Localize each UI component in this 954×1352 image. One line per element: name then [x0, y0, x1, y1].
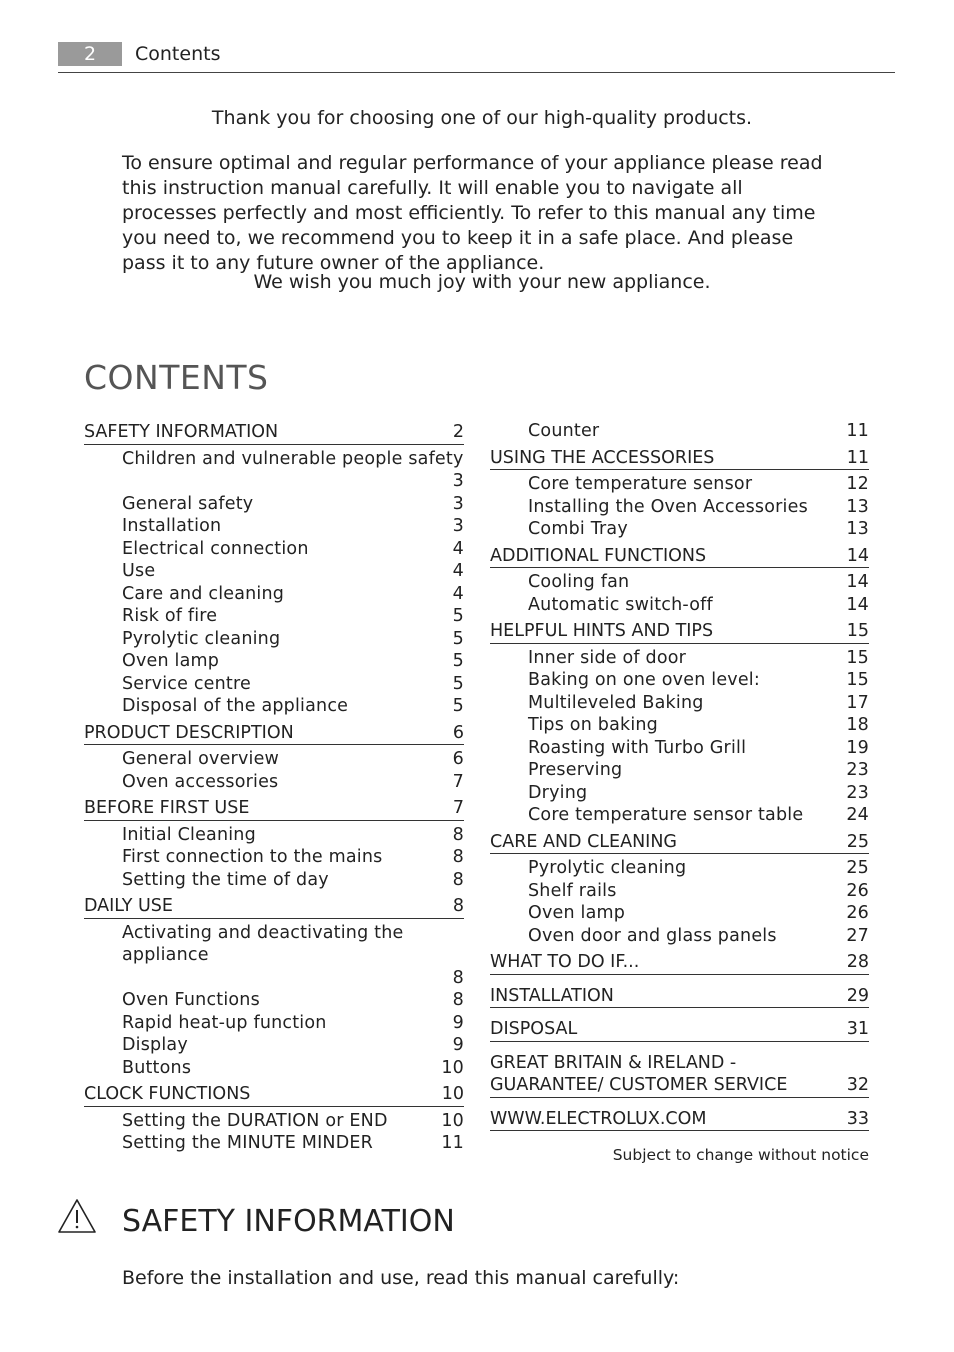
toc-item-title: Multileveled Baking — [528, 692, 704, 713]
toc-item-page: 26 — [846, 903, 869, 923]
toc-item-page: 14 — [846, 572, 869, 592]
toc-item — [490, 737, 869, 760]
toc-item-title: General overview — [122, 749, 280, 769]
toc-item — [84, 1132, 464, 1155]
toc-item — [490, 902, 869, 925]
toc-item — [490, 880, 869, 903]
toc-item — [490, 669, 869, 692]
toc-item-list — [84, 448, 464, 718]
toc-section-title: DAILY USE — [84, 896, 173, 916]
toc-item-title: Cooling fan — [528, 572, 630, 592]
toc-item-page: 24 — [846, 805, 869, 825]
toc-item-title: Combi Tray — [528, 519, 628, 539]
toc-item-title: Disposal of the appliance — [122, 696, 349, 716]
toc-section-title: SAFETY INFORMATION — [84, 422, 279, 442]
toc-item-title: Oven lamp — [528, 903, 626, 923]
toc-item-list — [84, 748, 464, 793]
toc-item — [84, 1110, 464, 1133]
toc-item-page: 5 — [452, 628, 464, 649]
intro-thanks: Thank you for choosing one of our high-quality products. — [211, 107, 753, 129]
toc-section-title: DISPOSAL — [490, 1019, 578, 1039]
toc-item — [490, 782, 869, 805]
page-header — [58, 42, 895, 73]
toc-section-heading — [490, 830, 869, 855]
toc-item — [490, 759, 869, 782]
toc-section-page: 15 — [846, 621, 869, 641]
safety-heading: SAFETY INFORMATION — [122, 1204, 455, 1239]
toc-item-title: Setting the DURATION or END — [122, 1110, 388, 1131]
toc-section-title: GREAT BRITAIN & IRELAND - GUARANTEE/ CUSTOMER SERVICE — [490, 1052, 788, 1095]
toc-section-page: 8 — [452, 896, 464, 916]
toc-item-title: Service centre — [122, 673, 251, 694]
toc-item-page: 18 — [846, 715, 869, 735]
toc-item-list — [490, 857, 869, 947]
toc-item-page: 14 — [846, 594, 869, 615]
toc-item-page: 13 — [846, 519, 869, 539]
toc-item-title: Rapid heat-up function — [122, 1012, 327, 1033]
toc-section-title: BEFORE FIRST USE — [84, 798, 250, 818]
toc-item-title: Oven accessories — [122, 771, 279, 792]
toc-item-page: 23 — [846, 782, 869, 803]
toc-section-heading — [490, 619, 869, 644]
intro-paragraph: To ensure optimal and regular performance of your appliance please read this instruction manual carefully. It will enable you to navigate all processes perfectly and most efficiently. To refer to this manual any time you need to, we recommend you to keep it in a safe place. And please pass it to any future owner of the appliance. — [122, 152, 823, 274]
toc-item-list — [490, 473, 869, 541]
toc-item — [490, 857, 869, 880]
toc-item-title: Display — [122, 1035, 188, 1055]
toc-item-page: 11 — [441, 1133, 464, 1153]
toc-item-title: Automatic switch-off — [528, 594, 713, 615]
toc-item-page: 13 — [846, 496, 869, 517]
toc-item — [490, 714, 869, 737]
toc-item — [490, 804, 869, 827]
toc-section-heading — [84, 1082, 464, 1107]
toc-item-page: 3 — [452, 471, 464, 491]
header-title: Contents — [135, 43, 221, 65]
toc-item-title: Counter — [528, 421, 600, 441]
toc-item-title: Core temperature sensor table — [528, 805, 804, 825]
toc-item — [84, 748, 464, 771]
toc-section-page: 2 — [452, 422, 464, 442]
toc-section-page: 25 — [846, 831, 869, 852]
toc-section-page: 6 — [452, 722, 464, 743]
toc-left-column — [84, 420, 464, 1158]
toc-section-title: HELPFUL HINTS AND TIPS — [490, 621, 714, 641]
toc-section-heading — [490, 950, 869, 975]
toc-item-page: 4 — [452, 538, 464, 559]
toc-item — [84, 695, 464, 718]
toc-right-column — [490, 420, 869, 1140]
subject-to-change-note: Subject to change without notice — [612, 1146, 869, 1164]
toc-item-page: 23 — [846, 760, 869, 780]
toc-item — [490, 647, 869, 670]
toc-item-page: 10 — [441, 1057, 464, 1078]
toc-section-page: 32 — [846, 1075, 869, 1095]
toc-section-heading — [84, 420, 464, 445]
toc-item — [84, 824, 464, 847]
toc-item — [84, 605, 464, 628]
toc-item — [84, 538, 464, 561]
contents-title: CONTENTS — [84, 358, 269, 397]
intro-closing: We wish you much joy with your new appliance. — [253, 271, 711, 293]
toc-item-title: Preserving — [528, 760, 623, 780]
toc-item-list — [84, 824, 464, 892]
toc-item-title: Baking on one oven level: — [528, 670, 760, 690]
toc-item-list — [490, 571, 869, 616]
toc-item-title: Activating and deactivating the appliance — [122, 922, 404, 965]
toc-item — [84, 846, 464, 869]
toc-item-title: Installation — [122, 516, 222, 536]
toc-item-title: Buttons — [122, 1057, 192, 1078]
toc-item-list — [490, 420, 869, 443]
toc-item-title: Shelf rails — [528, 880, 617, 901]
toc-section-page: 28 — [846, 952, 869, 972]
toc-item-page: 27 — [846, 925, 869, 946]
toc-item-title: Care and cleaning — [122, 583, 285, 604]
toc-item-page: 12 — [846, 474, 869, 494]
toc-item-page: 11 — [846, 421, 869, 441]
toc-section-heading — [490, 1107, 869, 1132]
toc-item-page: 8 — [452, 869, 464, 890]
toc-item-page: 6 — [452, 749, 464, 769]
toc-section-page: 10 — [441, 1084, 464, 1104]
toc-item-page: 25 — [846, 858, 869, 878]
toc-section-heading — [84, 721, 464, 746]
toc-item-page: 10 — [441, 1110, 464, 1131]
toc-section-title: INSTALLATION — [490, 985, 614, 1006]
toc-section-page: 29 — [846, 985, 869, 1006]
toc-item — [84, 628, 464, 651]
toc-item-title: Installing the Oven Accessories — [528, 496, 808, 517]
toc-item-page: 7 — [452, 771, 464, 792]
toc-item — [84, 1034, 464, 1057]
toc-item-page: 4 — [452, 561, 464, 581]
toc-item-title: Oven lamp — [122, 651, 220, 671]
toc-item-page: 5 — [452, 606, 464, 626]
toc-section-page: 33 — [846, 1108, 869, 1129]
toc-item-page: 8 — [452, 824, 464, 845]
toc-section-title: WWW.ELECTROLUX.COM — [490, 1108, 707, 1129]
toc-item — [84, 583, 464, 606]
toc-section-title: CLOCK FUNCTIONS — [84, 1084, 251, 1104]
toc-item — [84, 1012, 464, 1035]
toc-item — [84, 922, 464, 990]
toc-item-title: Initial Cleaning — [122, 824, 256, 845]
toc-item-list — [84, 922, 464, 1080]
toc-item-page: 4 — [452, 583, 464, 604]
toc-item-page: 3 — [452, 516, 464, 536]
toc-section-heading — [84, 796, 464, 821]
toc-section-title: USING THE ACCESSORIES — [490, 447, 715, 468]
toc-item-page: 5 — [452, 673, 464, 694]
toc-item-list — [490, 647, 869, 827]
toc-item-list — [84, 1110, 464, 1155]
toc-section-title: WHAT TO DO IF... — [490, 952, 640, 972]
toc-item-title: Drying — [528, 782, 588, 803]
toc-section-title: ADDITIONAL FUNCTIONS — [490, 545, 707, 566]
toc-item-title: Oven Functions — [122, 990, 260, 1010]
toc-item — [490, 496, 869, 519]
toc-item-title: Inner side of door — [528, 647, 687, 668]
toc-item — [84, 448, 464, 493]
safety-intro-text: Before the installation and use, read this manual carefully: — [122, 1267, 680, 1289]
toc-item — [84, 869, 464, 892]
page-number: 2 — [58, 42, 122, 66]
toc-item-title: Roasting with Turbo Grill — [528, 737, 747, 758]
toc-item-title: Electrical connection — [122, 538, 309, 559]
toc-section-page: 31 — [846, 1019, 869, 1039]
toc-item-page: 3 — [452, 493, 464, 514]
toc-item-title: First connection to the mains — [122, 847, 383, 867]
toc-item-page: 8 — [452, 967, 464, 988]
toc-item — [490, 473, 869, 496]
toc-item-page: 5 — [452, 696, 464, 716]
toc-item — [84, 493, 464, 516]
toc-item-title: Pyrolytic cleaning — [122, 628, 281, 649]
warning-triangle-icon — [57, 1198, 97, 1234]
toc-item-title: Setting the MINUTE MINDER — [122, 1133, 374, 1153]
toc-section-heading — [490, 446, 869, 471]
toc-item-title: General safety — [122, 493, 254, 514]
toc-item-title: Core temperature sensor — [528, 474, 753, 494]
toc-item-title: Tips on baking — [528, 715, 658, 735]
toc-section-heading — [490, 984, 869, 1009]
toc-item-page: 8 — [452, 990, 464, 1010]
toc-item-page: 17 — [846, 692, 869, 713]
toc-item-page: 15 — [846, 647, 869, 668]
toc-section-title: CARE AND CLEANING — [490, 831, 677, 852]
toc-item — [84, 673, 464, 696]
toc-item — [84, 1057, 464, 1080]
toc-item — [84, 515, 464, 538]
toc-item — [84, 650, 464, 673]
toc-item — [490, 571, 869, 594]
toc-item-page: 26 — [846, 880, 869, 901]
toc-item — [490, 518, 869, 541]
toc-item-page: 9 — [452, 1012, 464, 1033]
toc-item-page: 15 — [846, 670, 869, 690]
toc-item-title: Pyrolytic cleaning — [528, 858, 687, 878]
toc-section-heading — [490, 1051, 869, 1098]
toc-item-title: Children and vulnerable people safety — [122, 448, 464, 469]
toc-section-title: PRODUCT DESCRIPTION — [84, 722, 294, 743]
toc-item — [490, 925, 869, 948]
toc-item-title: Setting the time of day — [122, 869, 329, 890]
toc-item-title: Oven door and glass panels — [528, 925, 777, 946]
toc-item-page: 9 — [452, 1035, 464, 1055]
toc-section-page: 14 — [846, 545, 869, 566]
toc-item — [84, 989, 464, 1012]
toc-item-title: Use — [122, 561, 156, 581]
toc-item-page: 8 — [452, 847, 464, 867]
toc-section-page: 7 — [452, 798, 464, 818]
toc-item-page: 5 — [452, 651, 464, 671]
toc-item-title: Risk of fire — [122, 606, 218, 626]
toc-section-page: 11 — [846, 447, 869, 468]
toc-item-page: 19 — [846, 737, 869, 758]
toc-section-heading — [490, 1017, 869, 1042]
toc-item — [490, 420, 869, 443]
toc-section-heading — [84, 894, 464, 919]
toc-item — [490, 692, 869, 715]
toc-item — [84, 560, 464, 583]
toc-item — [490, 594, 869, 617]
toc-section-heading — [490, 544, 869, 569]
toc-item — [84, 771, 464, 794]
